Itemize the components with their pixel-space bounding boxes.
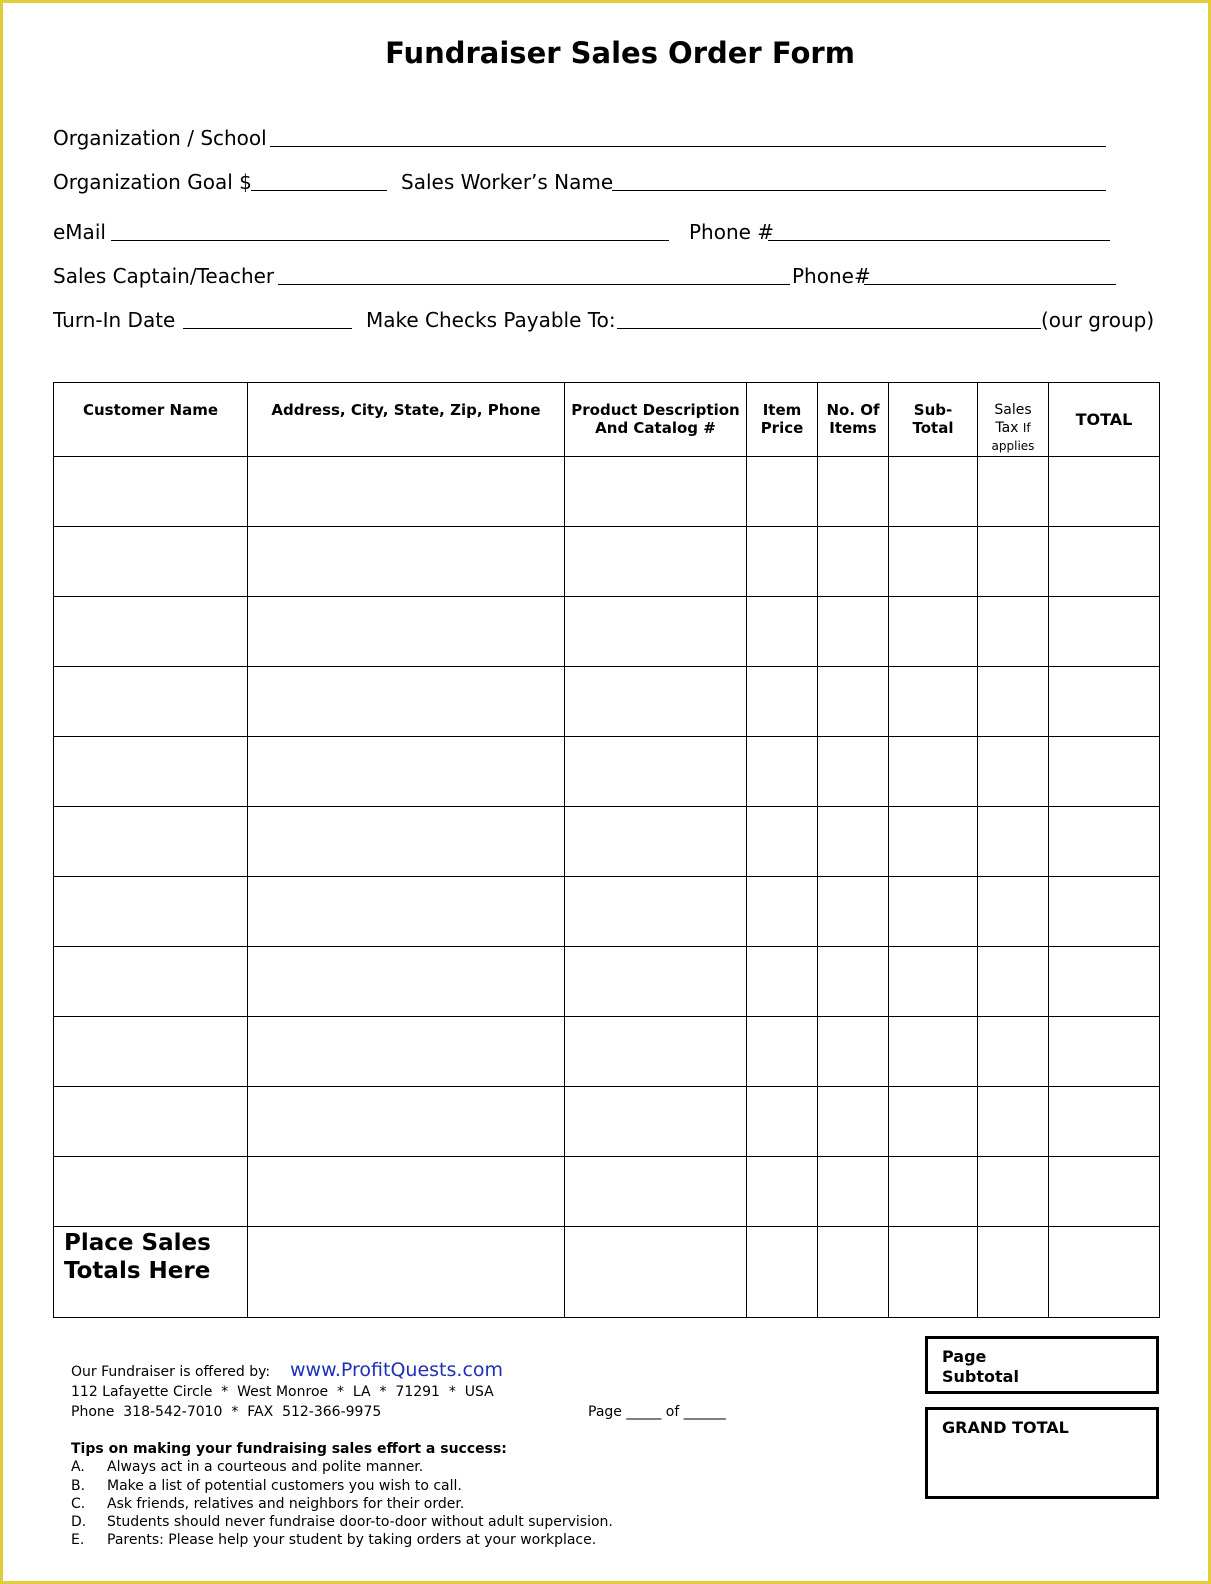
cell[interactable] (1049, 1157, 1160, 1227)
page-subtotal-box[interactable] (925, 1336, 1159, 1394)
cell[interactable] (565, 807, 747, 877)
cell[interactable] (54, 457, 248, 527)
header-address: Address, City, State, Zip, Phone (248, 383, 565, 457)
cell[interactable] (978, 877, 1049, 947)
table-row (54, 737, 1160, 807)
list-item: E. Parents: Please help your student by taking orders at your workplace. (71, 1532, 597, 1549)
list-item: C. Ask friends, relatives and neighbors for their order. (71, 1495, 465, 1512)
cell[interactable] (747, 667, 818, 737)
cell[interactable] (747, 1157, 818, 1227)
checks-field[interactable] (617, 328, 1041, 329)
cell[interactable] (978, 1017, 1049, 1087)
cell[interactable] (54, 1157, 248, 1227)
our-group-label: (our group) (1041, 308, 1155, 332)
cell[interactable] (1049, 667, 1160, 737)
cell[interactable] (889, 597, 978, 667)
table-row (54, 597, 1160, 667)
cell[interactable] (889, 457, 978, 527)
captain-label: Sales Captain/Teacher (53, 264, 275, 288)
cell[interactable] (978, 737, 1049, 807)
cell[interactable] (747, 737, 818, 807)
cell[interactable] (248, 877, 565, 947)
cell[interactable] (248, 1017, 565, 1087)
header-no-of-items: No. Of Items (818, 383, 889, 457)
cell[interactable] (1049, 1017, 1160, 1087)
cell[interactable] (818, 667, 889, 737)
tips-section (71, 1440, 613, 1550)
header-sales-tax: Sales Tax If applies (978, 383, 1049, 457)
cell[interactable] (565, 667, 747, 737)
header-subtotal: Sub- Total (889, 383, 978, 457)
cell[interactable] (54, 737, 248, 807)
header-customer-name: Customer Name (54, 383, 248, 457)
header-item-price: Item Price (747, 383, 818, 457)
list-item: D. Students should never fundraise door-to-door without adult supervision. (71, 1514, 613, 1531)
cell[interactable] (565, 1087, 747, 1157)
cell[interactable] (248, 1157, 565, 1227)
sales-worker-field[interactable] (612, 190, 1106, 191)
captain-field[interactable] (278, 284, 790, 285)
cell[interactable] (54, 947, 248, 1017)
cell[interactable] (889, 1087, 978, 1157)
email-field[interactable] (111, 240, 669, 241)
cell[interactable] (248, 737, 565, 807)
cell[interactable] (1049, 597, 1160, 667)
page-title: Fundraiser Sales Order Form (385, 36, 855, 70)
org-goal-field[interactable] (251, 190, 387, 191)
captain-phone-label: Phone# (792, 264, 871, 288)
website-link[interactable]: www.ProfitQuests.com (290, 1359, 504, 1381)
org-goal-label: Organization Goal $ (53, 170, 252, 194)
cell[interactable] (248, 1227, 565, 1318)
cell[interactable] (54, 807, 248, 877)
cell[interactable] (565, 457, 747, 527)
cell[interactable] (889, 1157, 978, 1227)
cell[interactable] (1049, 1227, 1160, 1318)
cell[interactable] (978, 667, 1049, 737)
cell[interactable] (565, 1017, 747, 1087)
cell[interactable] (978, 597, 1049, 667)
list-item: B. Make a list of potential customers you wish to call. (71, 1477, 462, 1494)
cell[interactable] (818, 457, 889, 527)
header-product: Product Description And Catalog # (565, 383, 747, 457)
cell[interactable] (889, 1227, 978, 1318)
cell[interactable] (889, 667, 978, 737)
turn-in-label: Turn-In Date (53, 308, 176, 332)
sales-worker-label: Sales Worker’s Name (401, 170, 614, 194)
cell[interactable] (818, 807, 889, 877)
cell[interactable] (978, 1157, 1049, 1227)
checks-label: Make Checks Payable To: (366, 308, 616, 332)
cell[interactable] (978, 1227, 1049, 1318)
table-row (54, 807, 1160, 877)
cell[interactable] (54, 597, 248, 667)
cell[interactable] (889, 947, 978, 1017)
cell[interactable] (818, 1157, 889, 1227)
cell[interactable] (978, 527, 1049, 597)
cell[interactable] (248, 807, 565, 877)
cell[interactable] (248, 947, 565, 1017)
cell[interactable] (248, 527, 565, 597)
grand-total-box[interactable] (925, 1407, 1159, 1499)
cell[interactable] (747, 597, 818, 667)
cell[interactable] (818, 597, 889, 667)
cell[interactable] (248, 597, 565, 667)
address-text: 112 Lafayette Circle * West Monroe * LA * 71291 * USA (71, 1384, 494, 1400)
cell[interactable] (747, 1087, 818, 1157)
org-school-field[interactable] (270, 146, 1106, 147)
phone-fax-text: Phone 318-542-7010 * FAX 512-366-9975 (71, 1404, 382, 1420)
cell[interactable] (565, 947, 747, 1017)
cell[interactable] (747, 947, 818, 1017)
cell[interactable] (818, 947, 889, 1017)
cell[interactable] (818, 1017, 889, 1087)
cell[interactable] (565, 527, 747, 597)
cell[interactable] (54, 877, 248, 947)
cell[interactable] (565, 737, 747, 807)
cell[interactable] (54, 1017, 248, 1087)
cell[interactable] (1049, 457, 1160, 527)
tips-heading: Tips on making your fundraising sales effort a success: (71, 1441, 507, 1457)
totals-row (54, 1227, 1160, 1318)
page-of-field[interactable]: Page _____ of ______ (588, 1404, 726, 1420)
place-totals-label: Place Sales Totals Here (54, 1227, 248, 1318)
org-school-label: Organization / School (53, 126, 267, 150)
cell[interactable] (747, 527, 818, 597)
cell[interactable] (889, 807, 978, 877)
cell[interactable] (889, 737, 978, 807)
orders-table (53, 382, 1160, 1318)
cell[interactable] (54, 667, 248, 737)
cell[interactable] (565, 597, 747, 667)
table-row (54, 667, 1160, 737)
table-row (54, 1157, 1160, 1227)
cell[interactable] (889, 527, 978, 597)
list-item: A. Always act in a courteous and polite manner. (71, 1459, 424, 1476)
cell[interactable] (747, 877, 818, 947)
table-row (54, 877, 1160, 947)
cell[interactable] (747, 1017, 818, 1087)
cell[interactable] (565, 877, 747, 947)
cell[interactable] (818, 737, 889, 807)
captain-phone-field[interactable] (864, 284, 1116, 285)
email-label: eMail (53, 220, 106, 244)
header-total: TOTAL (1049, 383, 1160, 457)
cell[interactable] (978, 1087, 1049, 1157)
cell[interactable] (978, 457, 1049, 527)
phone-label: Phone # (689, 220, 775, 244)
table-row (54, 527, 1160, 597)
cell[interactable] (818, 877, 889, 947)
cell[interactable] (565, 1157, 747, 1227)
phone-field[interactable] (768, 240, 1110, 241)
cell[interactable] (747, 807, 818, 877)
cell[interactable] (818, 1087, 889, 1157)
table-row (54, 457, 1160, 527)
cell[interactable] (747, 1227, 818, 1318)
cell[interactable] (889, 1017, 978, 1087)
cell[interactable] (1049, 947, 1160, 1017)
cell[interactable] (818, 1227, 889, 1318)
table-row (54, 1017, 1160, 1087)
cell[interactable] (747, 457, 818, 527)
cell[interactable] (248, 457, 565, 527)
page-subtotal-label: Page Subtotal (942, 1347, 1019, 1386)
offered-by-text: Our Fundraiser is offered by: (71, 1364, 271, 1380)
cell[interactable] (54, 1087, 248, 1157)
cell[interactable] (1049, 1087, 1160, 1157)
cell[interactable] (54, 527, 248, 597)
turn-in-field[interactable] (183, 328, 352, 329)
cell[interactable] (1049, 877, 1160, 947)
cell[interactable] (565, 1227, 747, 1318)
cell[interactable] (1049, 527, 1160, 597)
cell[interactable] (248, 1087, 565, 1157)
table-row (54, 1087, 1160, 1157)
cell[interactable] (978, 947, 1049, 1017)
cell[interactable] (1049, 737, 1160, 807)
table-header-row (54, 383, 1160, 457)
grand-total-label: GRAND TOTAL (942, 1418, 1069, 1437)
cell[interactable] (978, 807, 1049, 877)
cell[interactable] (1049, 807, 1160, 877)
table-row (54, 947, 1160, 1017)
cell[interactable] (818, 527, 889, 597)
cell[interactable] (889, 877, 978, 947)
cell[interactable] (248, 667, 565, 737)
